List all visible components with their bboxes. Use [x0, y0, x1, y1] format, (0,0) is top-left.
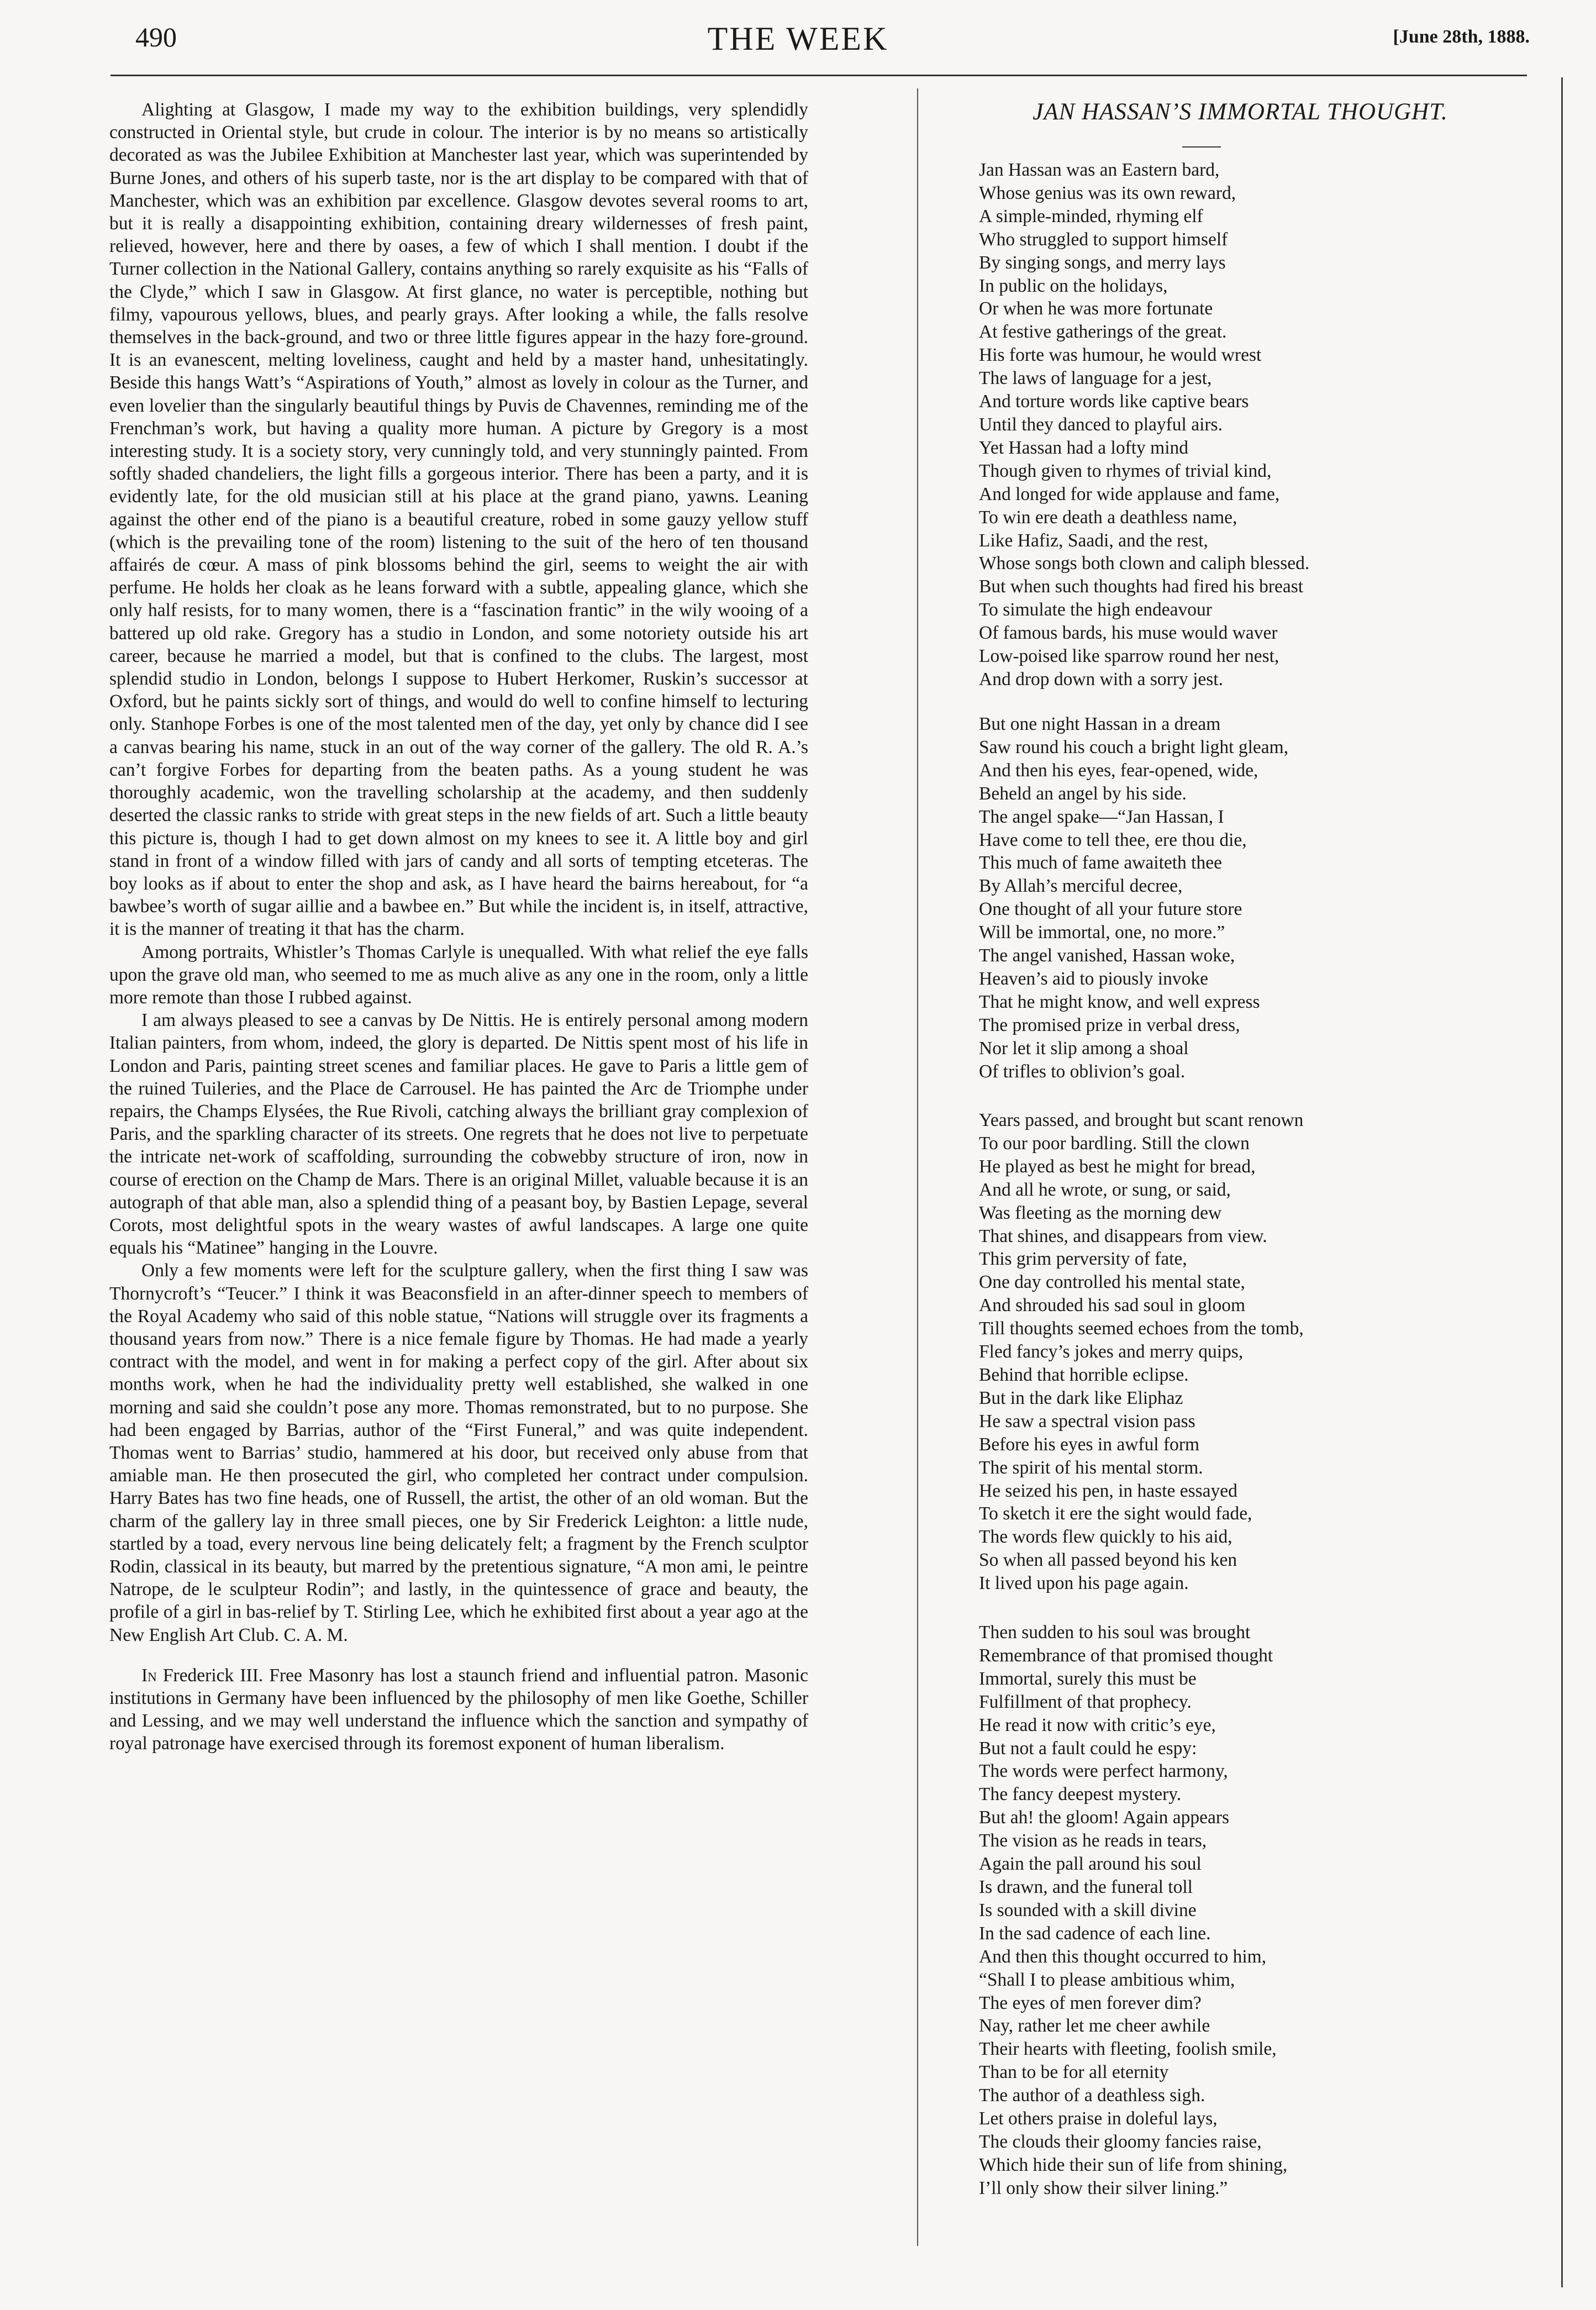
poem-line: And all he wrote, or sung, or said, — [979, 1179, 1231, 1200]
masonry-note — [109, 1664, 808, 1755]
poem-line: And longed for wide applause and fame, — [979, 483, 1280, 504]
poem-line: The angel vanished, Hassan woke, — [979, 945, 1235, 966]
poem-line: His forte was humour, he would wrest — [979, 345, 1262, 366]
poem-line: The promised prize in verbal dress, — [979, 1014, 1240, 1035]
poem-line: Of famous bards, his muse would waver — [979, 623, 1278, 644]
poem-line: This grim perversity of fate, — [979, 1249, 1187, 1270]
page-number: 490 — [135, 22, 177, 52]
poem-line: Was fleeting as the morning dew — [979, 1202, 1222, 1223]
article-paragraph-3: I am always pleased to see a canvas by De Nittis. He is entirely personal among modern Italian painters, from whom, indeed, the glory is departed. De Nittis spent most of his life in London and Paris, painting street scenes and familiar places. He gave to Paris a little gem of the ruined Tuileries, and the Place de Carrousel. He has painted the Arc de Triomphe under repairs, the Champs Elysées, the Rue Rivoli, catching always the brilliant gray complexion of Paris, and the sparkling character of its streets. One regrets that he does not live to perpetuate the intricate net-work of scaffolding, surrounding the cobwebby structure of iron, now in course of erection on the Champ de Mars. There is an original Millet, valuable because it is an autograph of that able man, also a splendid thing of a peasant boy, by Bastien Lepage, several Corots, most delightful spots in the weary wastes of awful landscapes. A large one quite equals his “Matinee” hanging in the Louvre. — [109, 1010, 808, 1259]
poem-stanza-2 — [979, 713, 1542, 1083]
poem-line: But in the dark like Eliphaz — [979, 1387, 1183, 1408]
poem-line: And then this thought occurred to him, — [979, 1946, 1267, 1967]
poem-line: One day controlled his mental state, — [979, 1272, 1245, 1293]
poem-line: The fancy deepest mystery. — [979, 1784, 1182, 1805]
article-paragraph-4: Only a few moments were left for the sculpture gallery, when the first thing I saw was Thornycroft’s “Teucer.” I think it was Beaconsfield in an after-dinner speech to members of the Royal Academy who said of this noble statue, “Nations will struggle over its fragments a thousand years from now.” There is a nice female figure by Thomas. He had made a yearly contract with the model, and went in for making a perfect copy of the girl. After about six months work, when he had the individuality pretty well established, she walked in one morning and said she couldn’t pose any more. Thomas remonstrated, but to no purpose. She had been engaged by Barrias, author of the “First Funeral,” and was quite independent. Thomas went to Barrias’ studio, hammered at his door, but received only abuse from that amiable man. He then prosecuted the girl, who completed her contract under compulsion. Harry Bates has two fine heads, one of Russell, the artist, the other of an old woman. But the charm of the gallery lay in three small pieces, one by Sir Frederick Leighton: a little nude, startled by a toad, every nervous line being delicately felt; a fragment by the French sculptor Rodin, classical in its beauty, but marred by the pretentious signature, “A mon ami, le peintre Natrope, de le sculpteur Rodin”; and lastly, in the quintessence of grace and beauty, the profile of a girl in bas-relief by T. Stirling Lee, which he exhibited first about a year ago at the New English Art Club. C. A. M. — [109, 1260, 808, 1645]
poem-line: The clouds their gloomy fancies raise, — [979, 2131, 1262, 2152]
article-paragraph-1: Alighting at Glasgow, I made my way to the exhibition buildings, very splendidly constructed in Oriental style, but crude in colour. The interior is by no means so artistically decorated as was the Jubilee Exhibition at Manchester last year, which was superintended by Burne Jones, and others of his superb taste, nor is the art display to be compared with that of Manchester, which was an exhibition par excellence. Glasgow devotes several rooms to art, but it is really a disappointing exhibition, containing dreary wildernesses of fresh paint, relieved, however, here and there by oases, a few of which I shall mention. I doubt if the Turner collection in the National Gallery, contains anything so rarely exquisite as his “Falls of the Clyde,” which I saw in Glasgow. At first glance, no water is perceptible, nothing but filmy, vapourous yellows, blues, and pearly grays. After looking a while, the falls resolve themselves in the back-ground, and two or three little figures appear in the hazy fore-ground. It is an evanescent, melting loveliness, caught and held by a master hand, unhesitatingly. Beside this hangs Watt’s “Aspirations of Youth,” almost as lovely in colour as the Turner, and even lovelier than the singularly beautiful things by Puvis de Chavennes, reminding me of the Frenchman’s work, but having a quality more human. A picture by Gregory is a most interesting study. It is a society story, very cunningly told, and very stunningly painted. From softly shaded chandeliers, the light fills a gorgeous interior. There has been a party, and it is evidently late, for the old musician still at his place at the grand piano, yawns. Leaning against the other end of the piano is a beautiful creature, robed in some gauzy yellow stuff (which is the prevailing tone of the room) listening to the suit of the hero of ten thousand affairés de cœur. A mass of pink blossoms behind the girl, seems to weight the air with perfume. He holds her cloak as he leans forward with a subtle, appealing glance, which she only half resists, for to many women, there is a “fascination frantic” in the wily wooing of a battered up old rake. Gregory has a studio in London, and some notoriety outside his art career, because he married a model, but that is confined to the clubs. The largest, most splendid studio in London, belongs I suppose to Hubert Herkomer, Ruskin’s successor at Oxford, but he paints sickly sort of things, and would do well to confine himself to lecturing only. Stanhope Forbes is one of the most talented men of the day, yet only by chance did I see a canvas bearing his name, stuck in an out of the way corner of the gallery. The old R. A.’s can’t forgive Forbes for departing from the beaten paths. As a young student he was thoroughly academic, won the travelling scholarship at the academy, and then suddenly deserted the classic ranks to stride with great steps in the new fields of art. Such a little beauty this picture is, though I had to get down almost on my knees to see it. A little boy and girl stand in front of a window filled with jars of candy and all sorts of tempting etceteras. The boy looks as if about to enter the shop and ask, as I have heard the bairns hereabout, for “a bawbee’s worth of sugar aillie and a bawbee en.” But while the incident is, in itself, attractive, it is the manner of treating it that has the charm. — [109, 99, 808, 940]
note-text: Frederick III. Free Masonry has lost a staunch friend and influential patron. Masonic institutions in Germany have been influenced by the philosophy of men like Goethe, Schiller and Lessing, and we may well understand the influence which the sanction and sympathy of royal patronage have exercised through its foremost exponent of human liberalism. — [109, 1665, 808, 1754]
poem-line: Jan Hassan was an Eastern bard, — [979, 160, 1220, 180]
poem-line: Then sudden to his soul was brought — [979, 1622, 1251, 1643]
poem-line: Is drawn, and the funeral toll — [979, 1876, 1193, 1897]
poem-line: Heaven’s aid to piously invoke — [979, 968, 1208, 989]
poem-line: In the sad cadence of each line. — [979, 1923, 1211, 1944]
poem-line: To sketch it ere the sight would fade, — [979, 1503, 1252, 1524]
poem-line: Remembrance of that promised thought — [979, 1645, 1273, 1666]
page-edge-rule — [1561, 77, 1563, 2287]
poem-line: To simulate the high endeavour — [979, 599, 1212, 620]
poem-line: The words flew quickly to his aid, — [979, 1527, 1232, 1548]
poem-line: Before his eyes in awful form — [979, 1434, 1200, 1455]
poem-line: Till thoughts seemed echoes from the tomb, — [979, 1318, 1304, 1339]
poem-line: But when such thoughts had fired his breast — [979, 576, 1304, 597]
poem-line: Behind that horrible eclipse. — [979, 1364, 1189, 1385]
poem-line: It lived upon his page again. — [979, 1573, 1189, 1594]
poem-line: Have come to tell thee, ere thou die, — [979, 829, 1247, 850]
poem-line: By Allah’s merciful decree, — [979, 876, 1183, 897]
poem-line: Of trifles to oblivion’s goal. — [979, 1061, 1186, 1082]
poem-line: Nay, rather let me cheer awhile — [979, 2016, 1210, 2037]
poem-stanza-1 — [979, 159, 1542, 691]
poem-line: The author of a deathless sigh. — [979, 2085, 1205, 2106]
poem-line: Whose genius was its own reward, — [979, 182, 1236, 203]
poem-line: Whose songs both clown and caliph blessed. — [979, 553, 1310, 574]
poem-line: One thought of all your future store — [979, 899, 1242, 920]
poem-line: He saw a spectral vision pass — [979, 1411, 1195, 1432]
poem-line: Fulfillment of that prophecy. — [979, 1691, 1192, 1712]
poem-line: Until they danced to playful airs. — [979, 414, 1223, 435]
masthead: THE WEEK — [707, 20, 889, 57]
poem-line: Fled fancy’s jokes and merry quips, — [979, 1341, 1244, 1362]
poem-stanza-3 — [979, 1109, 1542, 1595]
poem-line: That he might know, and well express — [979, 991, 1260, 1012]
poem-line: That shines, and disappears from view. — [979, 1225, 1267, 1246]
poem-line: Though given to rhymes of trivial kind, — [979, 460, 1272, 481]
poem-line: Again the pall around his soul — [979, 1854, 1202, 1875]
poem-line: Years passed, and brought but scant renown — [979, 1110, 1304, 1130]
poem-line: So when all passed beyond his ken — [979, 1550, 1237, 1571]
poem-line: To our poor bardling. Still the clown — [979, 1133, 1250, 1154]
poem-line: And drop down with a sorry jest. — [979, 669, 1223, 690]
poem-line: I’ll only show their silver lining.” — [979, 2177, 1228, 2198]
poem-line: Beheld an angel by his side. — [979, 783, 1187, 804]
article-paragraph-2: Among portraits, Whistler’s Thomas Carlyle is unequalled. With what relief the eye falls upon the grave old man, who seemed to me as much alive as any one in the room, only a little more remote than those I rubbed against. — [109, 941, 808, 1008]
poem-line: He played as best he might for bread, — [979, 1156, 1256, 1177]
poem-line: He seized his pen, in haste essayed — [979, 1480, 1237, 1501]
poem-line: A simple-minded, rhyming elf — [979, 206, 1203, 227]
poem-line: Than to be for all eternity — [979, 2062, 1169, 2083]
poem-line: The laws of language for a jest, — [979, 368, 1212, 389]
poem-line: By singing songs, and merry lays — [979, 252, 1226, 273]
poem-line: But one night Hassan in a dream — [979, 714, 1221, 734]
poem-line: Like Hafiz, Saadi, and the rest, — [979, 530, 1208, 551]
poem-line: “Shall I to please ambitious whim, — [979, 1969, 1235, 1990]
article-column — [109, 98, 808, 1755]
poem-line: But ah! the gloom! Again appears — [979, 1807, 1230, 1828]
note-lead-word: In — [141, 1665, 157, 1686]
poem-line: Low-poised like sparrow round her nest, — [979, 646, 1279, 667]
poem-line: To win ere death a deathless name, — [979, 507, 1237, 528]
poem-line: The words were perfect harmony, — [979, 1761, 1228, 1782]
poem-line: Who struggled to support himself — [979, 229, 1228, 250]
page-header — [0, 0, 1596, 83]
poem-line: And torture words like captive bears — [979, 391, 1249, 412]
column-divider — [917, 88, 918, 2246]
poem-line: Let others praise in doleful lays, — [979, 2108, 1218, 2129]
poem-line: The eyes of men forever dim? — [979, 1992, 1202, 2013]
poem-line: But not a fault could he espy: — [979, 1738, 1197, 1759]
poem-line: The vision as he reads in tears, — [979, 1830, 1207, 1851]
poem-line: The spirit of his mental storm. — [979, 1457, 1203, 1478]
poem-line: This much of fame awaiteth thee — [979, 853, 1222, 874]
poem-line: Yet Hassan had a lofty mind — [979, 437, 1189, 458]
poem-line: Immortal, surely this must be — [979, 1668, 1197, 1689]
poem-line: Which hide their sun of life from shining, — [979, 2154, 1288, 2175]
poem-line: Nor let it slip among a shoal — [979, 1038, 1189, 1059]
poem-line: Their hearts with fleeting, foolish smile, — [979, 2039, 1277, 2060]
poem-line: Or when he was more fortunate — [979, 298, 1213, 319]
poem-line: Will be immortal, one, no more.” — [979, 922, 1225, 943]
poem-title: JAN HASSAN’S IMMORTAL THOUGHT. — [1033, 99, 1448, 125]
poem-line: In public on the holidays, — [979, 275, 1168, 296]
poem-line: And shrouded his sad soul in gloom — [979, 1295, 1246, 1316]
poem-line: Saw round his couch a bright light gleam, — [979, 736, 1289, 757]
poem-stanza-4 — [979, 1621, 1542, 2200]
article-separator — [109, 1646, 808, 1664]
poem-line: He read it now with critic’s eye, — [979, 1714, 1216, 1735]
header-rule — [110, 75, 1527, 76]
poem-line: Is sounded with a skill divine — [979, 1899, 1197, 1920]
poem-line: And then his eyes, fear-opened, wide, — [979, 760, 1258, 781]
poem-line: The angel spake—“Jan Hassan, I — [979, 806, 1224, 827]
title-rule — [1182, 146, 1221, 148]
poem-line: At festive gatherings of the great. — [979, 322, 1227, 343]
issue-date: [June 28th, 1888. — [1393, 27, 1530, 47]
